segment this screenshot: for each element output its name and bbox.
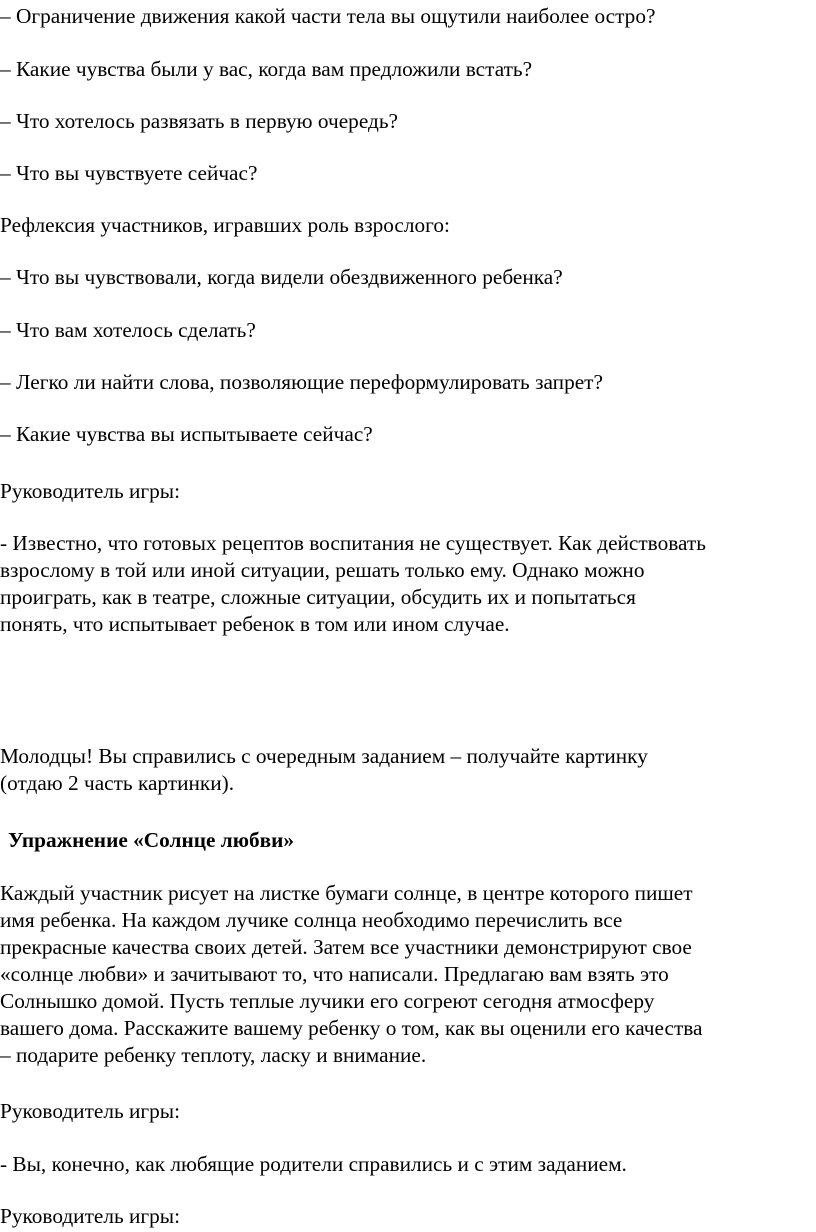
paragraph-line: - Известно, что готовых рецептов воспитания не существует. Как действовать <box>0 531 706 555</box>
paragraph-line: – подарите ребенку теплоту, ласку и внимание. <box>0 1043 427 1067</box>
question-line: – Что вам хотелось сделать? <box>0 318 256 342</box>
question-line: – Что вы чувствуете сейчас? <box>0 161 258 185</box>
question-line: – Что хотелось развязать в первую очередь? <box>0 109 398 133</box>
paragraph-line: имя ребенка. На каждом лучике солнца необходимо перечислить все <box>0 908 623 932</box>
speaker-label: Руководитель игры: <box>0 1099 181 1123</box>
paragraph-line: проиграть, как в театре, сложные ситуации, обсудить их и попытаться <box>0 585 636 609</box>
question-line: – Что вы чувствовали, когда видели обездвиженного ребенка? <box>0 265 563 289</box>
paragraph-line: (отдаю 2 часть картинки). <box>0 771 235 795</box>
paragraph-line: «солнце любви» и зачитывают то, что написали. Предлагаю вам взять это <box>0 962 669 986</box>
paragraph-line: Молодцы! Вы справились с очередным заданием – получайте картинку <box>0 744 648 768</box>
paragraph-line: понять, что испытывает ребенок в том или ином случае. <box>0 612 510 636</box>
section-label: Рефлексия участников, игравших роль взрослого: <box>0 213 450 237</box>
question-line: – Ограничение движения какой части тела вы ощутили наиболее остро? <box>0 4 656 28</box>
question-line: – Какие чувства были у вас, когда вам предложили встать? <box>0 57 533 81</box>
paragraph-line: вашего дома. Расскажите вашему ребенку о том, как вы оценили его качества <box>0 1016 703 1040</box>
question-line: – Какие чувства вы испытываете сейчас? <box>0 422 373 446</box>
speaker-label: Руководитель игры: <box>0 479 181 503</box>
paragraph-line: - Вы, конечно, как любящие родители справились и с этим заданием. <box>0 1152 627 1176</box>
paragraph-line: взрослому в той или иной ситуации, решать только ему. Однако можно <box>0 558 645 582</box>
speaker-label: Руководитель игры: <box>0 1204 181 1228</box>
paragraph-line: прекрасные качества своих детей. Затем все участники демонстрируют свое <box>0 935 692 959</box>
paragraph-line: Солнышко домой. Пусть теплые лучики его согреют сегодня атмосферу <box>0 989 655 1013</box>
paragraph-line: Каждый участник рисует на листке бумаги солнце, в центре которого пишет <box>0 881 693 905</box>
exercise-heading: Упражнение «Солнце любви» <box>8 828 295 852</box>
question-line: – Легко ли найти слова, позволяющие переформулировать запрет? <box>0 370 603 394</box>
